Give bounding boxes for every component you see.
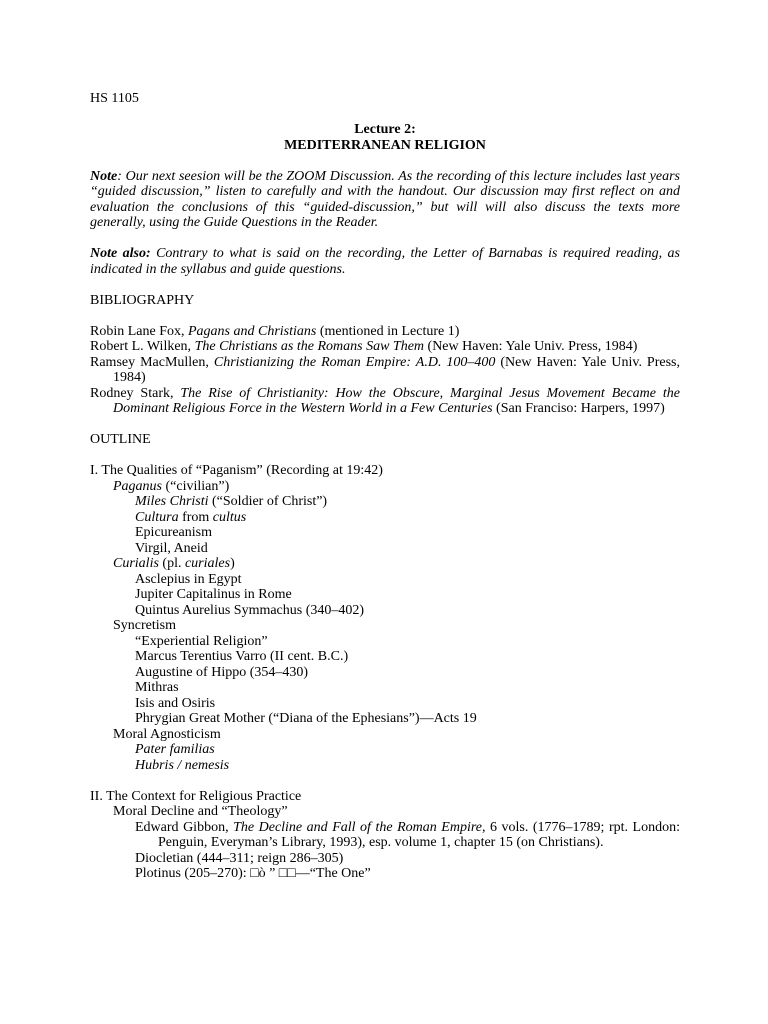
note-also-text: Contrary to what is said on the recording, the Letter of Barnabas is required reading, as indicated in the syllabus and guide questions. xyxy=(90,246,680,277)
latin-term: Paganus xyxy=(113,478,162,494)
lecture-title: MEDITERRANEAN RELIGION xyxy=(284,137,486,153)
outline-subitem: Isis and Osiris xyxy=(135,695,216,711)
outline-subitem: Phrygian Great Mother (“Diana of the Ephesians”)—Acts 19 xyxy=(135,711,477,726)
latin-term: Cultura xyxy=(135,509,179,525)
bib-author: Robin Lane Fox, xyxy=(90,323,188,339)
latin-term: curiales xyxy=(184,556,231,571)
section-1-heading: I. The Qualities of “Paganism” (Recording at 19:42) xyxy=(90,463,383,478)
outline-subitem xyxy=(90,510,680,526)
note-also-label: Note also: xyxy=(90,246,151,261)
outline-subitem: Augustine of Hippo (354–430) xyxy=(135,664,309,680)
outline-subitem: “Experiential Religion” xyxy=(135,633,268,649)
note-also-paragraph xyxy=(90,246,680,277)
course-code: HS 1105 xyxy=(90,91,139,106)
outline-subitem: Mithras xyxy=(135,680,179,695)
outline-subitem xyxy=(90,820,680,851)
latin-term: Curialis xyxy=(113,556,159,571)
outline-item: Syncretism xyxy=(113,618,176,633)
outline-item xyxy=(90,556,680,572)
bib-title: Christianizing the Roman Empire: A.D. 100–400 xyxy=(213,354,496,370)
gloss: (pl. xyxy=(158,556,185,571)
outline-subitem: Pater familias xyxy=(135,742,215,757)
outline-subitem: Virgil, Aneid xyxy=(135,540,208,556)
bib-title: The Decline and Fall of the Roman Empire xyxy=(233,819,482,835)
outline-subitem: Quintus Aurelius Symmachus (340–402) xyxy=(135,602,365,618)
bib-title: The Rise of Christianity: How the Obscure, Marginal Jesus Movement Became the Dominant Religious Force in the Western World in a Few Centuries xyxy=(113,385,680,416)
outline-heading: OUTLINE xyxy=(90,432,151,447)
document-page xyxy=(90,91,680,882)
bibliography-entry xyxy=(90,386,680,417)
bibliography-entry xyxy=(90,339,680,355)
section-2-heading: II. The Context for Religious Practice xyxy=(90,788,302,804)
bib-author: Rodney Stark, xyxy=(90,385,181,401)
latin-term: cultus xyxy=(212,509,247,525)
outline-item xyxy=(90,479,680,495)
gloss: ) xyxy=(230,556,235,571)
bibliography-entry xyxy=(90,355,680,386)
bib-details: (New Haven: Yale Univ. Press, 1984) xyxy=(113,354,680,385)
outline-item: Moral Agnosticism xyxy=(113,726,221,742)
outline-item: Moral Decline and “Theology” xyxy=(113,804,288,819)
note-label: Note xyxy=(90,168,118,184)
outline-subitem: Diocletian (444–311; reign 286–305) xyxy=(135,850,344,866)
latin-term: Miles Christi xyxy=(135,494,209,509)
outline-subitem: Epicureanism xyxy=(135,525,212,540)
gloss: from xyxy=(178,509,213,525)
bib-details: (San Franciso: Harpers, 1997) xyxy=(492,401,665,416)
bib-title: The Christians as the Romans Saw Them xyxy=(194,339,425,354)
bib-title: Pagans and Christians xyxy=(188,323,317,339)
note-text: : Our next seesion will be the ZOOM Discussion. As the recording of this lecture includes last years “guided discussion,” listen to carefully and with the handout. Our discussion may first reflect on and evaluation the conclusions of this “guided-discussion,” but will will also discuss the texts more generally, using the Guide Questions in the Reader. xyxy=(90,168,680,230)
note-paragraph xyxy=(90,169,680,231)
bib-details: (New Haven: Yale Univ. Press, 1984) xyxy=(424,339,638,354)
bib-details: (mentioned in Lecture 1) xyxy=(316,323,460,339)
gloss: (“civilian”) xyxy=(162,478,230,494)
outline-subitem: Plotinus (205–270): □ò ” □□—“The One” xyxy=(135,866,371,881)
outline-subitem xyxy=(90,494,680,510)
outline-subitem: Jupiter Capitalinus in Rome xyxy=(135,587,292,602)
bib-details: , 6 vols. (1776–1789; rpt. London: Penguin, Everyman’s Library, 1993), esp. volume 1, chapter 15 (on Christians). xyxy=(158,819,680,850)
gloss: (“Soldier of Christ”) xyxy=(208,494,328,509)
bib-author: Ramsey MacMullen, xyxy=(90,354,214,370)
bib-author: Edward Gibbon, xyxy=(135,819,234,835)
bib-author: Robert L. Wilken, xyxy=(90,339,195,354)
lecture-number: Lecture 2: xyxy=(354,122,416,137)
outline-subitem: Marcus Terentius Varro (II cent. B.C.) xyxy=(135,649,349,664)
outline-subitem: Asclepius in Egypt xyxy=(135,571,242,587)
bibliography-entry xyxy=(90,324,680,340)
outline-subitem: Hubris / nemesis xyxy=(135,757,230,773)
bibliography-heading: BIBLIOGRAPHY xyxy=(90,292,195,308)
